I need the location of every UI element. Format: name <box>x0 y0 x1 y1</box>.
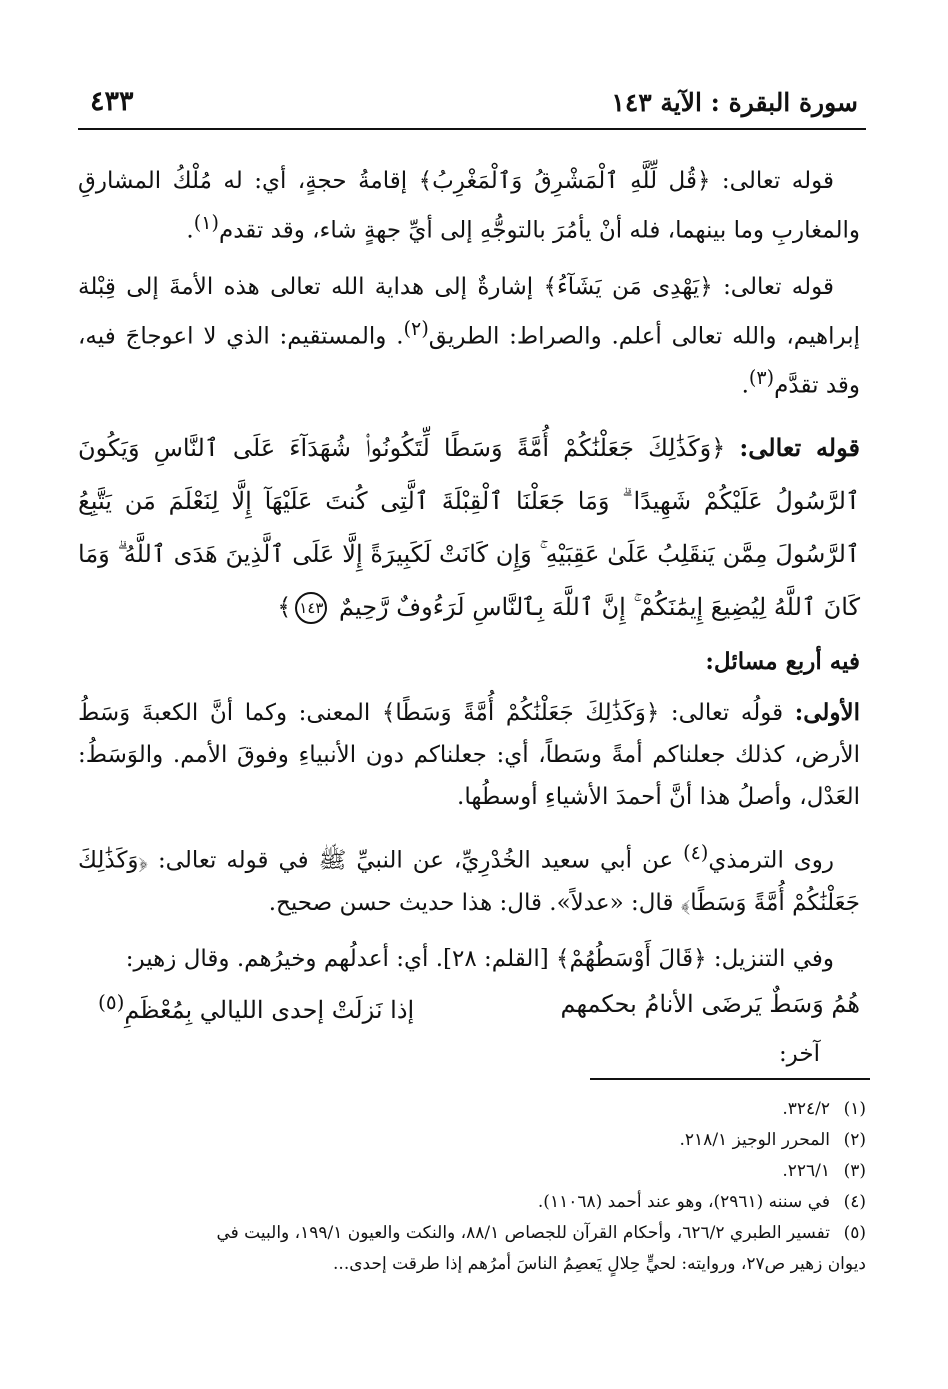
footnote-number: (٥) <box>843 1223 866 1243</box>
issue-label: الأولى: <box>794 698 861 726</box>
footnote-ref: (٥) <box>98 989 125 1014</box>
footnote-ref: (٣) <box>748 366 775 390</box>
footnote <box>90 1125 866 1156</box>
poem-hemistich-first: هُمُ وَسَطٌ يَرضَى الأنامُ بحكمهم <box>560 989 860 1018</box>
page-number: ٤٣٣ <box>90 86 134 117</box>
footnote <box>90 1218 866 1280</box>
poem-hemistich-text: إذا نَزلَتْ إحدى الليالي بِمُعْظَمِ <box>124 995 415 1024</box>
footnote <box>90 1094 866 1125</box>
poem-verse <box>78 984 860 1032</box>
footnote-ref: (٢) <box>403 316 429 340</box>
paragraph-label: قوله تعالى: <box>723 273 835 300</box>
footnote-number: (٤) <box>843 1192 866 1212</box>
ayah-number-marker: ١٤٣ <box>295 592 327 624</box>
footnote-ref: (٤) <box>683 840 709 864</box>
footnote-text: المحرر الوجيز ٢١٨/١. <box>679 1130 830 1150</box>
verse-close-bracket: ﴾ <box>277 592 292 621</box>
punctuation: . <box>186 217 194 244</box>
paragraph-label: قولُه تعالى: <box>670 699 784 726</box>
running-header <box>80 82 858 122</box>
verse-block <box>78 421 860 634</box>
paragraph-text: عن أبي سعيد الخُدْرِيِّ، عن النبيِّ ﷺ في قوله تعالى: <box>157 847 674 874</box>
paragraph-text: وفي التنزيل: <box>713 945 834 972</box>
footnote-number: (٢) <box>843 1130 866 1150</box>
quran-quote: ﴿وَكَذَٰلِكَ جَعَلْنَٰكُمْ أُمَّةً وَسَطًا﴾ <box>381 699 660 726</box>
paragraph-text: قال: «عدلاً». قال: هذا حديث حسن صحيح. <box>268 889 674 916</box>
paragraph-text: إشارةٌ إلى هداية الله تعالى هذه الأمةَ إلى قِبْلة إبراهيم، والله تعالى أعلم. والصراط: الطريق <box>78 273 861 350</box>
footnote-text: في سننه (٢٩٦١)، وهو عند أحمد (١١٠٦٨). <box>537 1192 830 1212</box>
header-divider <box>78 128 866 130</box>
paragraph-text: . والمستقيم: الذي لا اعوجاجَ فيه، وقد تقدَّم <box>78 323 860 399</box>
paragraph-2 <box>78 266 860 407</box>
footnote-text: ٢٢٦/١. <box>782 1161 830 1181</box>
paragraph-text: روى الترمذي <box>708 847 834 874</box>
verse-text: ﴿وَكَذَٰلِكَ جَعَلْنَٰكُمْ أُمَّةً وَسَطًا لِّتَكُونُوا۟ شُهَدَآءَ عَلَى ٱلنَّاسِ وَيَكُونَ ٱلرَّسُولُ عَلَيْكُمْ شَهِيدًا ۗ وَمَا جَعَلْنَا ٱلْقِبْلَةَ ٱلَّتِى كُنتَ عَلَيْهَآ إِلَّا لِنَعْلَمَ مَن يَتَّبِعُ ٱلرَّسُولَ مِمَّن يَنقَلِبُ عَلَىٰ عَقِبَيْهِ ۚ وَإِن كَانَتْ لَكَبِيرَةً إِلَّا عَلَى ٱلَّذِينَ هَدَى ٱللَّهُ ۗ وَمَا كَانَ ٱللَّهُ لِيُضِيعَ إِيمَٰنَكُمْ ۚ إِنَّ ٱللَّهَ بِٱلنَّاسِ لَرَءُوفٌ رَّحِيمٌ <box>78 433 860 621</box>
section-heading: فيه أربع مسائل: <box>705 647 860 675</box>
paragraph-text: المعنى: وكما أنَّ الكعبةَ وَسَطُ الأرض، كذلك جعلناكم أمةً وسَطاً، أي: جعلناكم دون الأنبياءِ وفوقَ الأمم. والوَسَطُ: العَدْل، وأصلُ هذا أنَّ أحمدَ الأشياءِ أوسطُها. <box>78 699 860 810</box>
paragraph-4 <box>78 832 860 924</box>
punctuation: . <box>741 372 749 399</box>
quran-quote: ﴿قَالَ أَوْسَطُهُمْ﴾ <box>556 945 707 972</box>
header-title: سورة البقرة : الآية ١٤٣ <box>611 88 858 117</box>
footnote-text: تفسير الطبري ٦٢٦/٢، وأحكام القرآن للجصاص ٨٨/١، والنكت والعيون ١٩٩/١، والبيت في <box>216 1223 830 1243</box>
footnote-ref: (١) <box>193 211 219 234</box>
verse-label: قوله تعالى: <box>739 432 860 462</box>
quran-quote: ﴿قُل لِّلَّهِ ٱلْمَشْرِقُ وَٱلْمَغْرِبُ﴾ <box>418 168 711 194</box>
paragraph-text: [القلم: ٢٨]. أي: أعدلُهم وخيرُهم. وقال زهير: <box>125 945 549 972</box>
footnotes <box>90 1094 866 1280</box>
footnote-number: (١) <box>843 1099 866 1119</box>
quran-quote: ﴿وَكَذَٰلِكَ جَعَلْنَٰكُمْ أُمَّةً وَسَطًا﴾ <box>78 847 860 916</box>
footnote-divider <box>590 1078 870 1080</box>
main-text <box>78 160 860 1074</box>
footnote <box>90 1187 866 1218</box>
footnote <box>90 1156 866 1187</box>
footnote-text: ٣٢٤/٢. <box>782 1099 830 1119</box>
paragraph-5 <box>78 938 860 980</box>
footnote-continuation: ديوان زهير ص٢٧، وروايته: لحيٍّ حِلالٍ يَعصِمُ الناسَ أمرُهم إذا طرقت إحدى... <box>333 1254 866 1274</box>
continuation-text: آخر: <box>778 1040 820 1067</box>
paragraph-text: إقامةُ حجةٍ، أي: له مُلْكُ المشارقِ والمغاربِ وما بينهما، فله أنْ يأمُرَ بالتوجُّهِ إلى أيِّ جهةٍ شاء، وقد تقدم <box>78 168 860 244</box>
poem-hemistich-second <box>98 990 414 1024</box>
paragraph-label: قوله تعالى: <box>721 168 835 194</box>
quran-quote: ﴿يَهْدِى مَن يَشَآءُ﴾ <box>543 273 713 300</box>
paragraph-1 <box>78 160 860 252</box>
paragraph-3 <box>78 692 860 818</box>
footnote-number: (٣) <box>843 1161 866 1181</box>
